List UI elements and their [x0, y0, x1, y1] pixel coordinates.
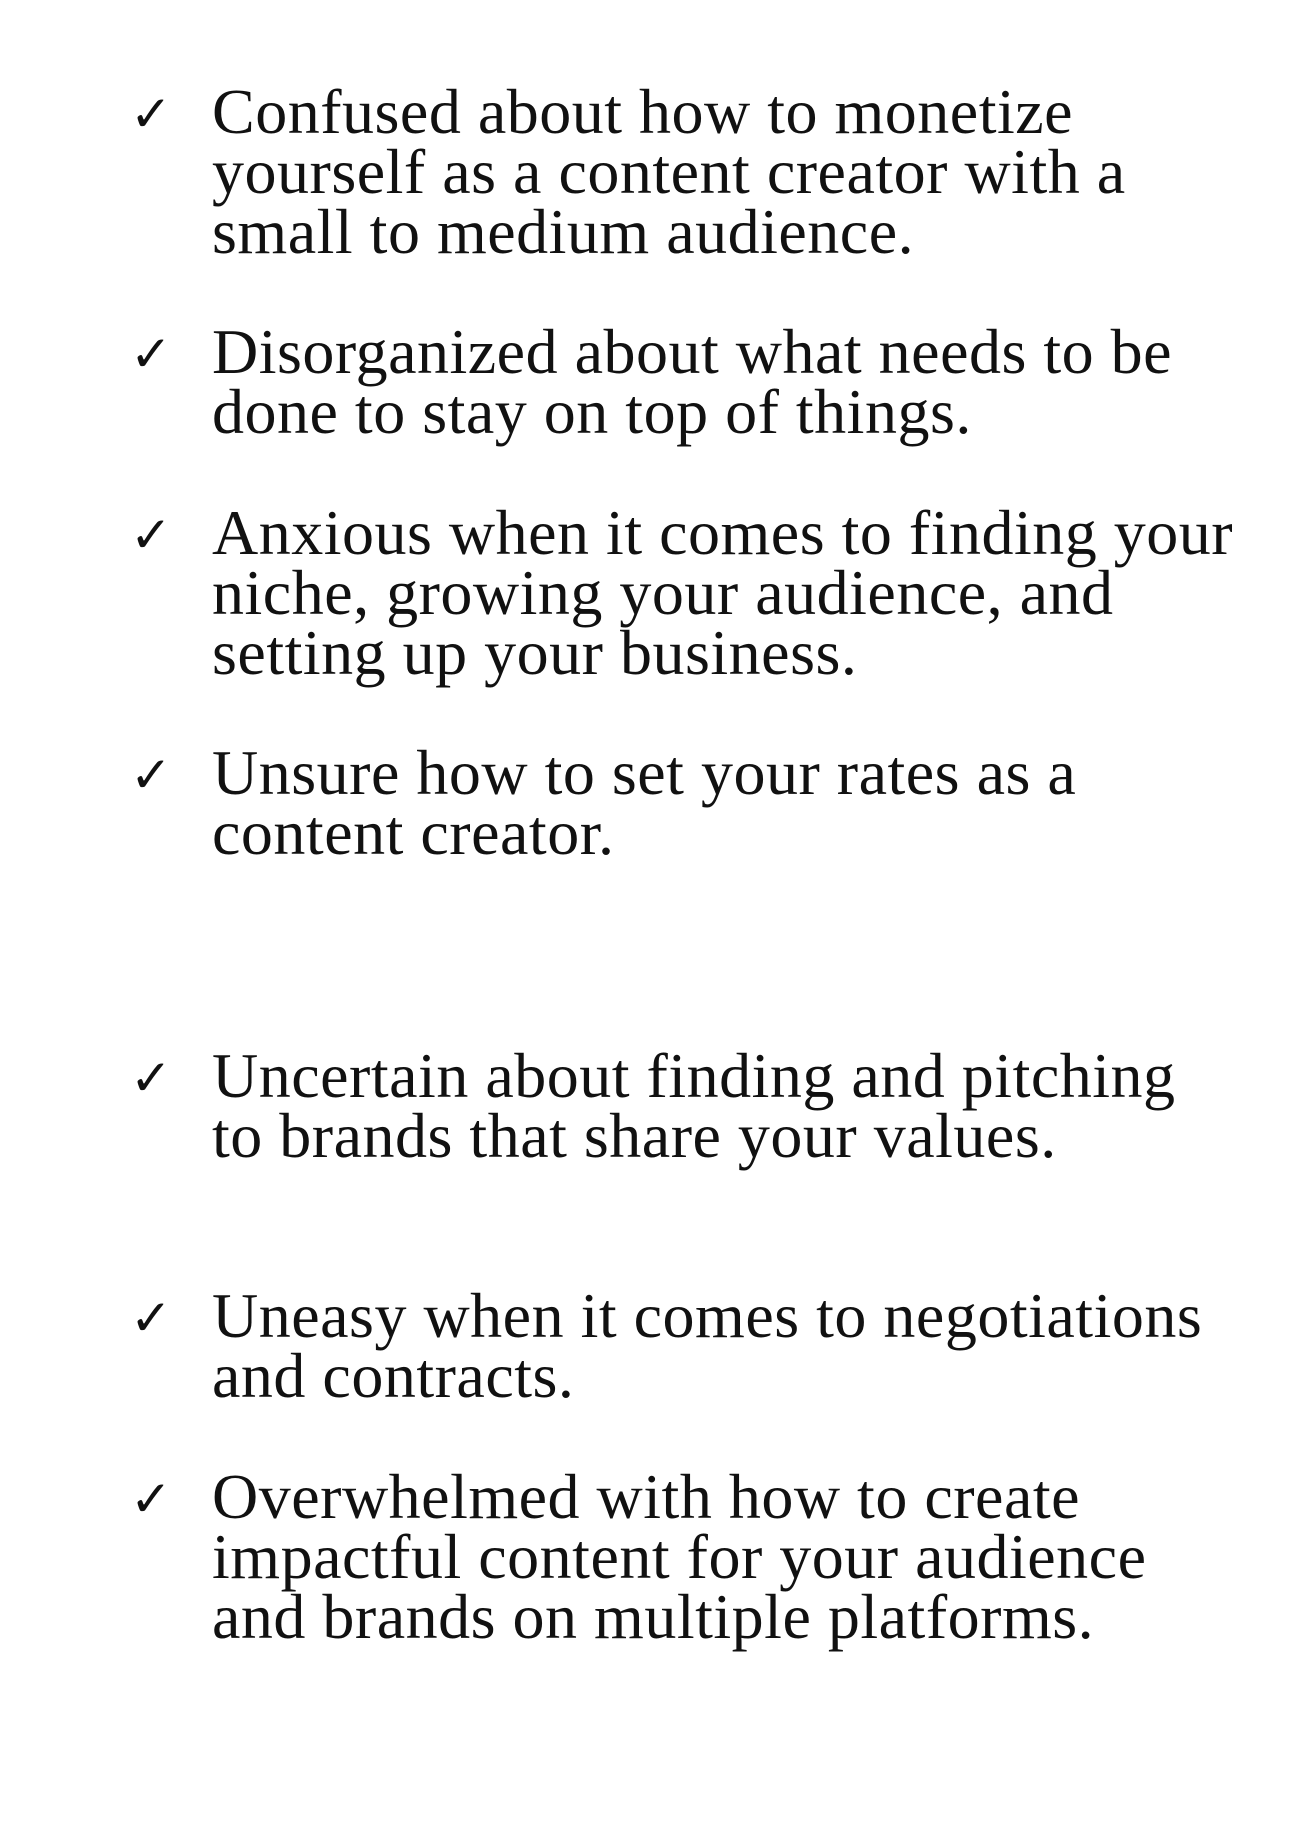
checklist-item-text: Disorganized about what needs to be done to stay on top of things.	[212, 316, 1173, 447]
checklist-item	[130, 497, 1240, 688]
checklist-item-text: Uneasy when it comes to negotiations and contracts.	[212, 1280, 1203, 1411]
checklist-item	[130, 1040, 1240, 1171]
checklist-item	[130, 316, 1240, 447]
checklist-item-text: Confused about how to monetize yourself as a content creator with a small to medium audience.	[212, 76, 1126, 267]
checklist-item	[130, 1461, 1240, 1652]
checklist-item	[130, 1280, 1240, 1411]
checkmark-icon: ✓	[130, 325, 172, 383]
checkmark-icon: ✓	[130, 746, 172, 804]
checkmark-icon: ✓	[130, 506, 172, 564]
checkmark-icon: ✓	[130, 1470, 172, 1528]
checklist-item	[130, 76, 1240, 267]
checklist-item-text: Uncertain about finding and pitching to brands that share your values.	[212, 1040, 1176, 1171]
checkmark-icon: ✓	[130, 1289, 172, 1347]
checklist-item	[130, 737, 1240, 868]
checklist-item-text: Unsure how to set your rates as a content creator.	[212, 737, 1077, 868]
checkmark-icon: ✓	[130, 85, 172, 143]
checklist-item-text: Anxious when it comes to finding your niche, growing your audience, and setting up your business.	[212, 497, 1234, 688]
checkmark-icon: ✓	[130, 1049, 172, 1107]
checklist-item-text: Overwhelmed with how to create impactful content for your audience and brands on multiple platforms.	[212, 1461, 1147, 1652]
